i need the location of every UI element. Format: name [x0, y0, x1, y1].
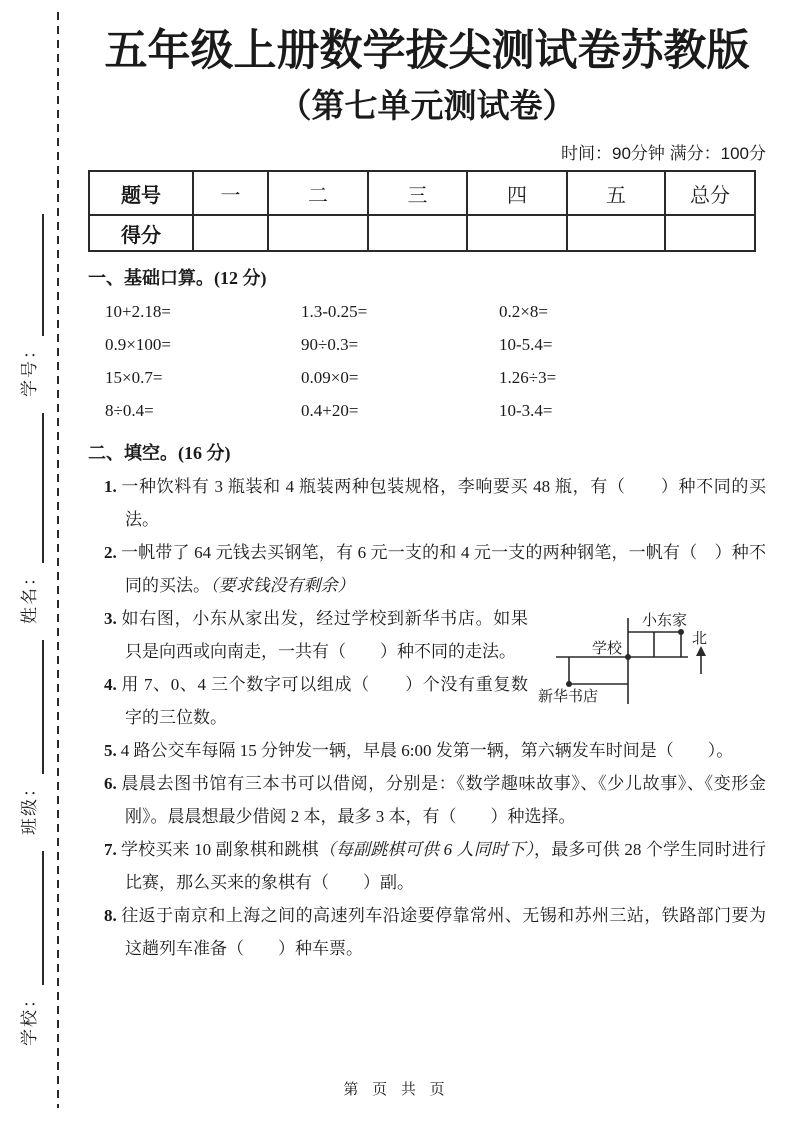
question-text: （每副跳棋可供 6 人同时下） [318, 839, 534, 859]
score-table-header-label: 题号 [89, 171, 193, 215]
oral-problem: 8÷0.4= [105, 400, 154, 420]
oral-problem: 0.9×100= [105, 334, 171, 354]
question-number: 5. [104, 740, 117, 760]
score-table [88, 170, 756, 252]
question-text: 如右图，小东从家出发，经过学校到新华书店。如果只是向西或向南走，一共有（ ）种不同的走法。 [120, 608, 528, 661]
student-field-label: 姓名： [20, 567, 39, 624]
question-text: 一种饮料有 3 瓶装和 4 瓶装两种包装规格，李响要买 48 瓶，有（ ）种不同的买法。 [120, 476, 766, 529]
oral-problem: 0.09×0= [301, 367, 359, 387]
fill-questions [88, 470, 766, 965]
paper-content [88, 0, 766, 965]
section-oral-heading: 一、基础口算。(12 分) [88, 268, 267, 289]
question-item [88, 767, 766, 833]
route-diagram [536, 604, 766, 716]
score-cell [368, 215, 467, 251]
exam-meta: 时间：90分钟 满分：100分 [561, 144, 766, 164]
question-number: 4. [104, 674, 117, 694]
question-number: 6. [104, 773, 117, 793]
score-table-column-header: 三 [368, 171, 467, 215]
score-table-column-header: 五 [567, 171, 665, 215]
school-dot [625, 654, 631, 660]
seal-dashed-line [57, 12, 59, 1108]
student-field-label: 班级： [20, 778, 39, 835]
question-item [88, 833, 766, 899]
question-text: 学校买来 10 副象棋和跳棋 [120, 839, 319, 859]
student-field-blank [42, 851, 44, 985]
oral-problems-grid [88, 295, 766, 427]
oral-problem: 0.4+20= [301, 400, 359, 420]
student-field [21, 198, 42, 397]
question-text: 晨晨去图书馆有三本书可以借阅，分别是：《数学趣味故事》、《少儿故事》、《变形金刚》。晨晨想最少借阅 2 本，最多 3 本，有（ ）种选择。 [120, 773, 766, 826]
diagram-label-bookstore: 新华书店 [538, 688, 599, 705]
oral-problem: 0.2×8= [499, 301, 548, 321]
student-field-blank [42, 413, 44, 563]
score-row-label: 得分 [89, 215, 193, 251]
student-field [21, 624, 42, 835]
score-cell [567, 215, 665, 251]
question-text: 一帆带了 64 元钱去买钢笔，有 6 元一支的和 4 元一支的两种钢笔，一帆有（ ）种不同的买法。 [120, 542, 766, 595]
question-item [88, 899, 766, 965]
score-table-column-header: 一 [193, 171, 268, 215]
diagram-label-school: 学校 [592, 640, 623, 657]
page-title: 五年级上册数学拔尖测试卷苏教版 [104, 27, 750, 75]
oral-problem: 15×0.7= [105, 367, 163, 387]
question-text: （要求钱没有剩余） [210, 575, 355, 595]
student-field-blank [42, 214, 44, 336]
oral-problem: 10-5.4= [499, 334, 553, 354]
student-field-label: 学号： [20, 340, 39, 397]
score-cell [467, 215, 567, 251]
score-cell [193, 215, 268, 251]
score-cell [665, 215, 755, 251]
question-text: 往返于南京和上海之间的高速列车沿途要停靠常州、无锡和苏州三站，铁路部门要为这趟列车准备（ ）种车票。 [120, 905, 766, 958]
north-arrow-head [696, 646, 706, 656]
section-fill-heading: 二、填空。(16 分) [88, 442, 231, 463]
question-item [88, 470, 766, 536]
question-text: ，最多可供 28 个学生同时进行比赛，那么买来的象棋有（ ）副。 [125, 839, 767, 892]
student-info-fields [4, 96, 42, 1046]
bookstore-dot [566, 681, 572, 687]
student-field-blank [42, 640, 44, 774]
oral-problem: 1.3-0.25= [301, 301, 368, 321]
page-subtitle: （第七单元测试卷） [278, 86, 576, 124]
question-text: 4 路公交车每隔 15 分钟发一辆，早晨 6:00 发第一辆，第六辆发车时间是（ ）。 [120, 740, 734, 760]
score-table-column-header: 总分 [665, 171, 755, 215]
diagram-label-north: 北 [692, 630, 708, 647]
oral-problem: 10-3.4= [499, 400, 553, 420]
oral-problem: 1.26÷3= [499, 367, 557, 387]
score-table-column-header: 二 [268, 171, 368, 215]
question-number: 8. [104, 905, 117, 925]
question-item [88, 734, 766, 767]
student-field [21, 835, 42, 1046]
question-number: 2. [104, 542, 117, 562]
question-item [88, 536, 766, 602]
question-number: 3. [104, 608, 117, 628]
diagram-label-home: 小东家 [642, 612, 688, 629]
question-number: 1. [104, 476, 117, 496]
page-footer: 第 页 共 页 [343, 1082, 450, 1098]
home-dot [678, 629, 684, 635]
student-field [21, 397, 42, 624]
score-table-column-header: 四 [467, 171, 567, 215]
student-field-label: 学校： [20, 989, 39, 1046]
question-text: 用 7、0、4 三个数字可以组成（ ）个没有重复数字的三位数。 [120, 674, 528, 727]
oral-problem: 90÷0.3= [301, 334, 359, 354]
question-number: 7. [104, 839, 117, 859]
oral-problem: 10+2.18= [105, 301, 171, 321]
score-cell [268, 215, 368, 251]
